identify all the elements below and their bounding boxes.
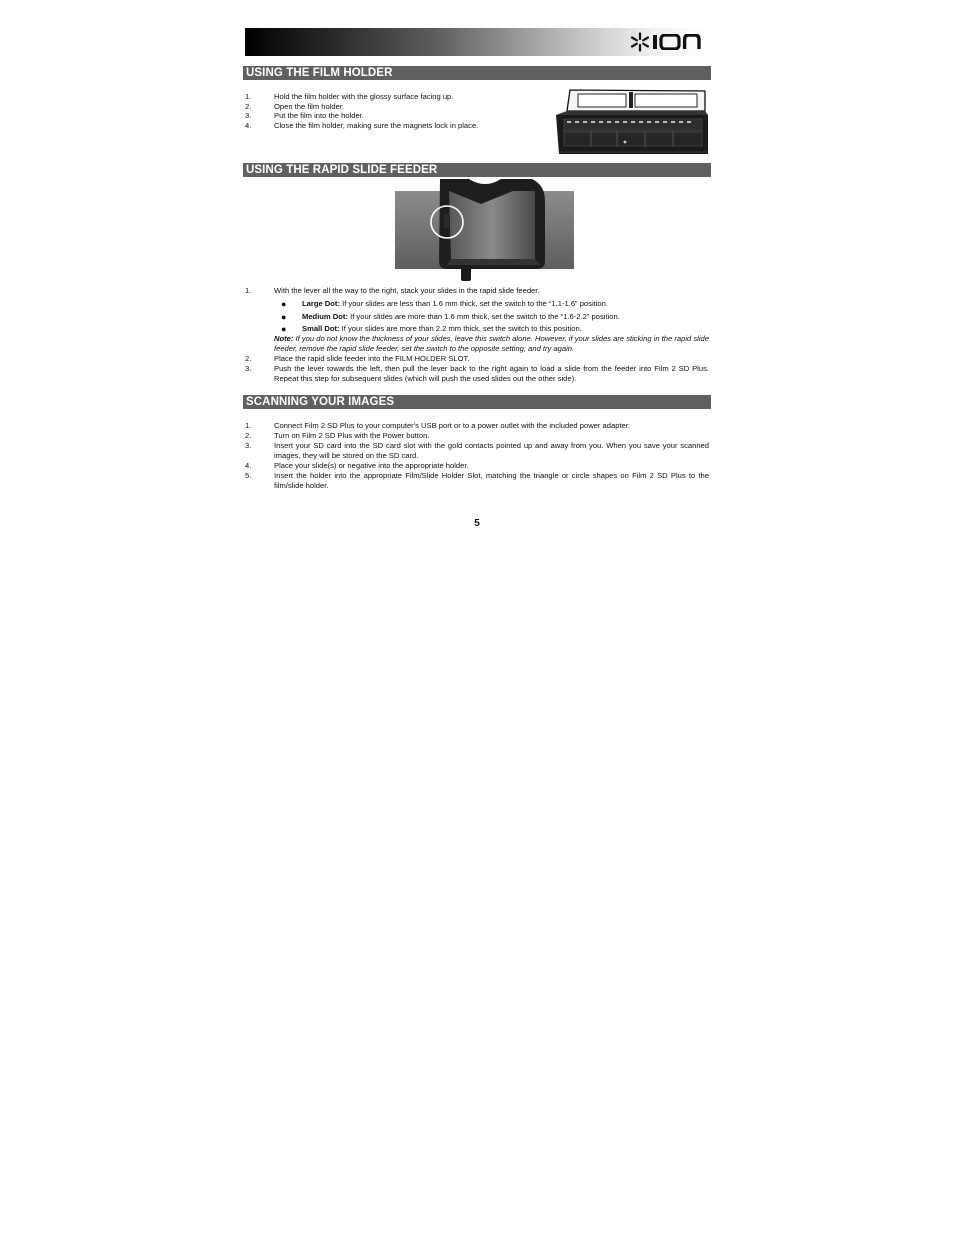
step-number: 3. xyxy=(245,441,252,450)
bullet-label: Small Dot: xyxy=(302,324,340,333)
starburst-icon xyxy=(630,32,650,52)
bullet-icon: ● xyxy=(281,299,287,309)
step-number: 4. xyxy=(245,461,252,470)
step-text: Connect Film 2 SD Plus to your computer's USB port or to a power outlet with the included power adapter. xyxy=(274,421,631,430)
slide-feeder-image xyxy=(395,179,574,281)
step-text: Place the rapid slide feeder into the FILM HOLDER SLOT. xyxy=(274,354,470,363)
step-number: 3. xyxy=(245,111,252,120)
step-text: With the lever all the way to the right, stack your slides in the rapid slide feeder. xyxy=(274,286,540,295)
bullet-text: If your slides are less than 1.6 mm thick, set the switch to the “1.1-1.6” position. xyxy=(339,299,608,308)
step-number: 2. xyxy=(245,431,252,440)
step-number: 4. xyxy=(245,120,252,130)
note-text xyxy=(274,334,709,354)
step-text: Place your slide(s) or negative into the appropriate holder. xyxy=(274,461,469,470)
section-bar-slide-feeder xyxy=(243,163,711,177)
bullet-label: Large Dot: xyxy=(302,299,340,308)
ion-wordmark xyxy=(653,34,703,50)
step-number: 1. xyxy=(245,421,252,430)
bullet-icon: ● xyxy=(281,324,287,334)
note-body: If you do not know the thickness of your slides, leave this switch alone. However, if your slides are sticking in the rapid slide feeder, remove the rapid slide feeder, set the switch to the opposite setting, and try again. xyxy=(274,334,709,353)
step-text: Push the lever towards the left, then pull the lever back to the right again to load a slide from the feeder into Film 2 SD Plus. Repeat this step for subsequent slides (which will push the used slides out the other side). xyxy=(274,364,709,383)
step-text: Open the film holder. xyxy=(274,101,345,111)
step-text: Insert the holder into the appropriate Film/Slide Holder Slot, matching the triangle or circle shapes on Film 2 SD Plus to the film/slide holder. xyxy=(274,471,709,490)
section-bar-film-holder xyxy=(243,66,711,80)
ion-logo xyxy=(630,32,703,52)
section-title-scanning: SCANNING YOUR IMAGES xyxy=(246,396,395,408)
bullet-text: If your slides are more than 2.2 mm thick, set the switch to this position. xyxy=(339,324,582,333)
page-number: 5 xyxy=(474,518,480,529)
section-bar-scanning xyxy=(243,395,711,409)
bullet-text: If your slides are more than 1.6 mm thick, set the switch to the “1.6-2.2” position. xyxy=(347,312,620,321)
film-holder-image xyxy=(553,86,710,157)
step-text: Insert your SD card into the SD card slot with the gold contacts pointed up and away from you. When you save your scanned images, they will be stored on the SD card. xyxy=(274,441,709,460)
step-number: 2. xyxy=(245,101,252,111)
section-title-slide-feeder: USING THE RAPID SLIDE FEEDER xyxy=(246,164,438,176)
step-number: 2. xyxy=(245,354,252,363)
bullet-icon: ● xyxy=(281,312,287,322)
step-text: Hold the film holder with the glossy surface facing up. xyxy=(274,92,454,101)
step-number: 5. xyxy=(245,471,252,480)
step-text: Put the film into the holder. xyxy=(274,111,364,120)
step-text: Turn on Film 2 SD Plus with the Power button. xyxy=(274,431,430,440)
bullet-label: Medium Dot: xyxy=(302,312,348,321)
section-title-film-holder: USING THE FILM HOLDER xyxy=(246,67,393,79)
step-text: Close the film holder, making sure the magnets lock in place. xyxy=(274,120,479,130)
note-label: Note: xyxy=(274,334,294,343)
step-number: 1. xyxy=(245,92,252,101)
step-number: 1. xyxy=(245,286,252,295)
step-number: 3. xyxy=(245,364,252,373)
header-band xyxy=(245,28,711,56)
